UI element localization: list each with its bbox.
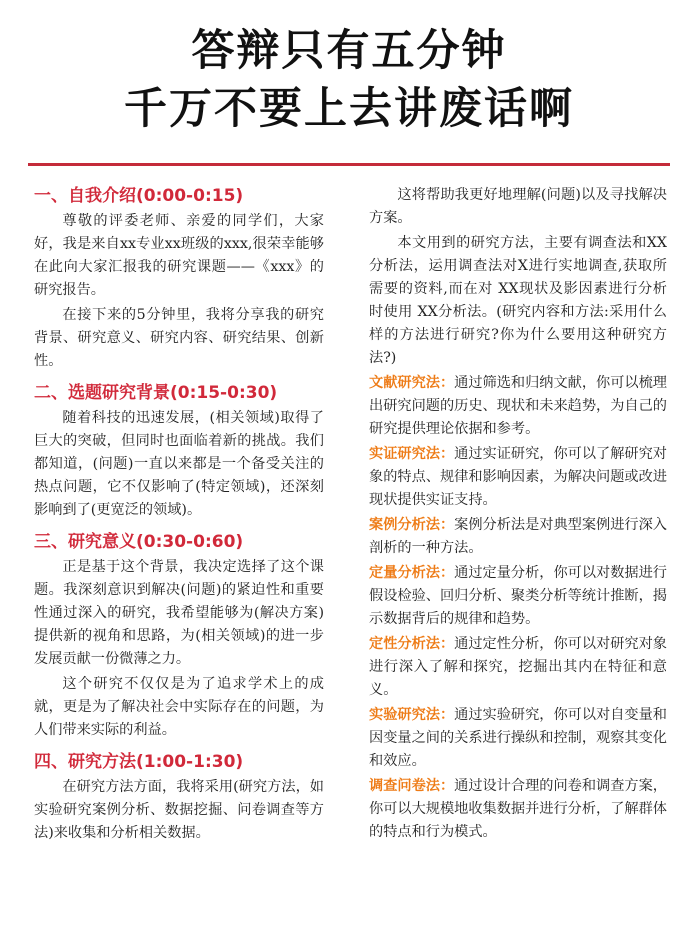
section-heading: 四、研究方法(1:00-1:30) [34, 752, 244, 772]
method-text: 通过筛选和归纳文献，你可以梳理出研究问题的历史、现状和未来趋势，为自己的研究提供理论依据和参考。 [369, 375, 667, 437]
method-text: 通过实证研究，你可以了解研究对象的特点、规律和影响因素，为解决问题或改进现状提供实证支持。 [369, 446, 667, 508]
method-literature [369, 372, 667, 441]
section-methods [34, 750, 324, 845]
method-qualitative [369, 633, 667, 702]
section-self-intro [34, 184, 324, 373]
page-title [0, 22, 698, 138]
section-heading: 三、研究意义(0:30-0:60) [34, 532, 244, 552]
method-text: 通过定性分析，你可以对研究对象进行深入了解和探究，挖掘出其内在特征和意义。 [369, 636, 667, 698]
paragraph: 正是基于这个背景，我决定选择了这个课题。我深刻意识到解决(问题)的紧迫性和重要性通过深入的研究，我希望能够为(解决方案)提供新的视角和思路，为(相关领域)的进一步发展贡献一份微薄之力。 [34, 559, 324, 667]
method-label: 案例分析法： [369, 517, 455, 533]
method-label: 文献研究法： [369, 375, 455, 391]
method-questionnaire [369, 775, 667, 844]
method-experimental [369, 704, 667, 773]
title-line-1: 答辩只有五分钟 [191, 26, 507, 76]
left-column [34, 184, 324, 853]
method-label: 定量分析法： [369, 565, 455, 581]
method-text: 通过定量分析，你可以对数据进行假设检验、回归分析、聚类分析等统计推断，揭示数据背后的规律和趋势。 [369, 565, 667, 627]
title-divider [28, 163, 670, 166]
method-label: 实证研究法： [369, 446, 455, 462]
method-case-study [369, 514, 667, 560]
section-heading: 一、自我介绍(0:00-0:15) [34, 186, 244, 206]
title-line-2: 千万不要上去讲废话啊 [124, 84, 574, 134]
method-text: 通过实验研究，你可以对自变量和因变量之间的关系进行操纵和控制，观察其变化和效应。 [369, 707, 667, 769]
section-significance [34, 530, 324, 742]
paragraph: 这将帮助我更好地理解(问题)以及寻找解决方案。 [369, 187, 667, 226]
paragraph: 在接下来的5分钟里，我将分享我的研究背景、研究意义、研究内容、研究结果、创新性。 [34, 307, 324, 369]
section-heading: 二、选题研究背景(0:15-0:30) [34, 383, 278, 403]
method-label: 定性分析法： [369, 636, 455, 652]
method-label: 调查问卷法： [369, 778, 455, 794]
method-text: 案例分析法是对典型案例进行深入剖析的一种方法。 [369, 517, 667, 556]
right-column [369, 184, 667, 846]
paragraph: 尊敬的评委老师、亲爱的同学们，大家好，我是来自xx专业xx班级的xxx,很荣幸能够在此向大家汇报我的研究课题——《xxx》的研究报告。 [34, 213, 324, 298]
method-text: 通过设计合理的问卷和调查方案，你可以大规模地收集数据并进行分析，了解群体的特点和行为模式。 [369, 778, 667, 840]
method-empirical [369, 443, 667, 512]
paragraph: 这个研究不仅仅是为了追求学术上的成就，更是为了解决社会中实际存在的问题，为人们带来实际的利益。 [34, 676, 324, 738]
paragraph: 在研究方法方面，我将采用(研究方法，如实验研究案例分析、数据挖掘、问卷调查等方法)来收集和分析相关数据。 [34, 779, 324, 841]
paragraph: 本文用到的研究方法，主要有调查法和XX分析法，运用调查法对X进行实地调查,获取所需要的资料,而在对 XX现状及影因素进行分析时使用 XX分析法。(研究内容和方法:采用什么样的方法进行研究?你为什么要用这种研究方法?) [369, 235, 667, 366]
section-background [34, 381, 324, 522]
method-label: 实验研究法： [369, 707, 455, 723]
method-quantitative [369, 562, 667, 631]
paragraph: 随着科技的迅速发展，(相关领域)取得了巨大的突破，但同时也面临着新的挑战。我们都知道，(问题)一直以来都是一个备受关注的热点问题，它不仅影响了(特定领域)，还深刻影响到了(更宽泛的领域)。 [34, 410, 324, 518]
